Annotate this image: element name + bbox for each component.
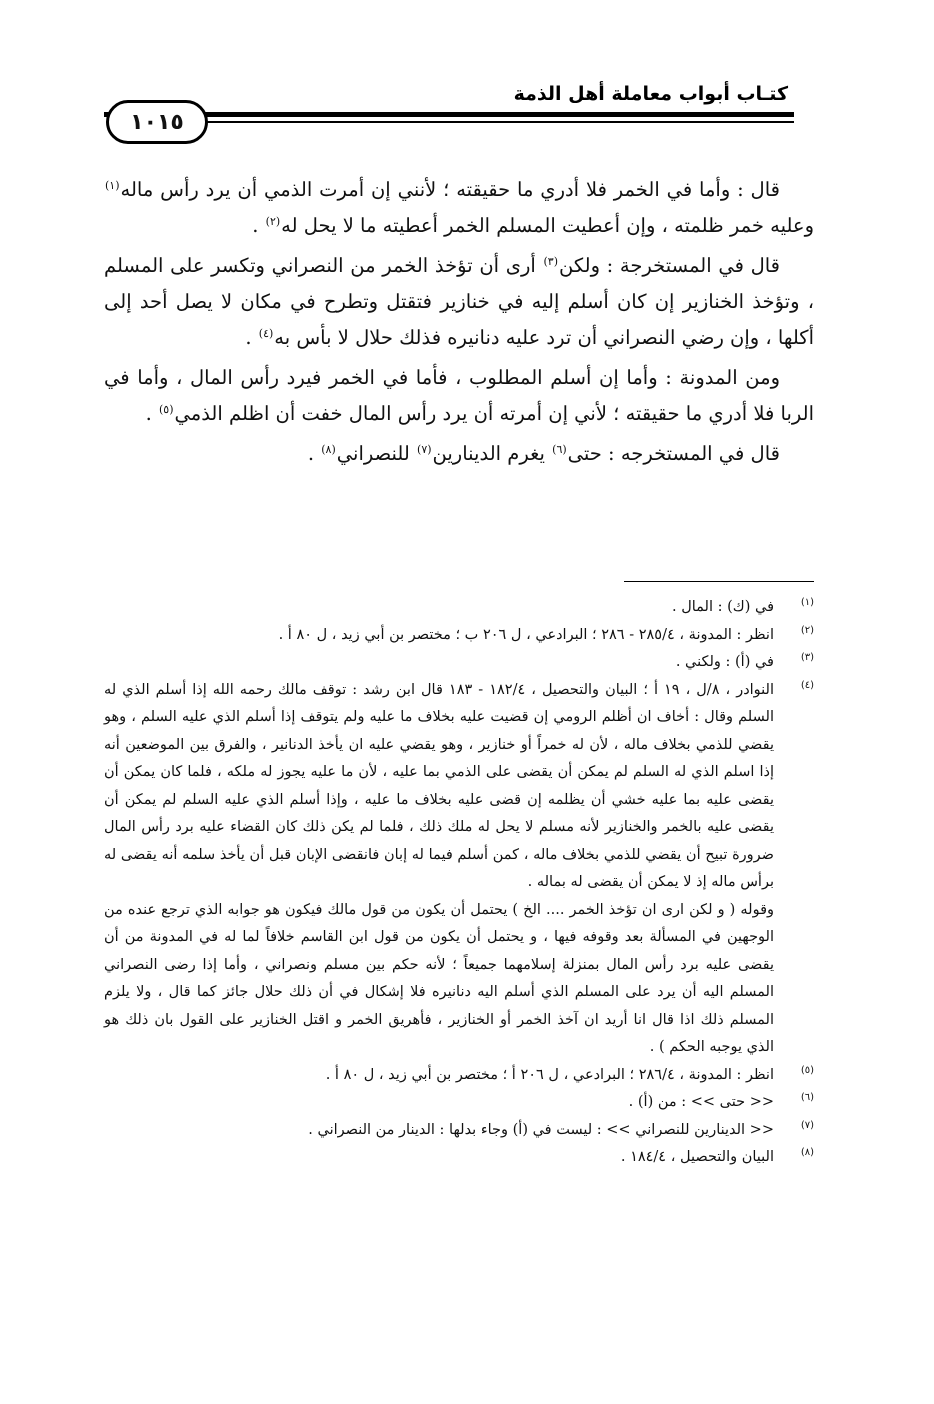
footnote — [104, 1062, 814, 1090]
main-paragraph: قال في المستخرجة : ولكن$^{(٣)}$ أرى أن تؤخذ الخمر من النصراني وتكسر على المسلم ، وتؤخذ الخنازير إن كان أسلم إليه في خنازير فتقتل وتطرح في مكان لا يصل أحد إلى أكلها ، وإن رضي النصراني أن ترد عليه دنانيره فذلك حلال لا بأس به$^{(٤)}$ . — [104, 254, 814, 349]
footnote-text: في (ك) : المال . — [672, 599, 774, 615]
footnote-number: (٧) — [800, 1119, 814, 1131]
main-paragraph: قال : وأما في الخمر فلا أدري ما حقيقته ؛ لأنني إن أمرت الذمي أن يرد رأس ماله$^{(١)}$ وعليه خمر ظلمته ، وإن أعطيت المسلم الخمر أعطيته ما لا يحل له$^{(٢)}$ . — [105, 178, 814, 237]
footnote-number: (٢) — [800, 624, 814, 636]
footnote-ref: (٦) — [552, 442, 567, 456]
footnote-ref: (٨) — [321, 442, 336, 456]
main-text — [104, 172, 814, 472]
footnotes — [104, 594, 814, 1172]
footnote — [104, 1117, 814, 1145]
footnote — [104, 677, 814, 1062]
footnote — [104, 1144, 814, 1172]
main-paragraph: ومن المدونة : وأما إن أسلم المطلوب ، فأما في الخمر فيرد رأس المال ، وأما في الربا فلا أدري ما حقيقته ؛ لأني إن أمرته أن يرد رأس المال خفت أن اظلم الذمي$^{(٥)}$ . — [104, 366, 814, 425]
footnote — [104, 622, 814, 650]
footnote-number: (٦) — [800, 1092, 814, 1103]
book-title: كتـاب أبواب معاملة أهل الذمة — [513, 83, 788, 105]
footnote-text: النوادر ، ٨/ل ، ١٩ أ ؛ البيان والتحصيل ، ١٨٢/٤ - ١٨٣ قال ابن رشد : توقف مالك رحمه الله إذا أسلم الذي له السلم وقال : أخاف ان أظلم الرومي إن قضيت عليه بخلاف ما عليه ولم يتوقف إذا أسلم الذي عليه السلم ، وهو يقضي للذمي بخلاف ماله ، لأن له خمراً أو خنازير ، وهو يقضي عليه ان يأخذ الدنانير ، والفرق بين الموضعين أنه إذا اسلم الذي له السلم لم يمكن أن يقضى على الذمي بما عليه ، لأن ما عليه يجوز له ملكه ، فلما كان يمكن أن يقضى عليه بما عليه خشي أن يظلمه إن قضى عليه بخلاف ما عليه ، وإذا أسلم الذي عليه السلم لم يمكن أن يقضى عليه بالخمر والخنازير لأنه مسلم لا يحل له ملك ذلك ، فلما لم يكن ذلك كان القضاء عليه برد رأس المال ضرورة تبيح أن يقضي للذمي بخلاف ماله ، كمن أسلم فيما له إبان فانقضى الإبان قبل أن يأخذ سلمه أنه يقضى له برأس ماله إذ لا يمكن أن يقضى له بماله . — [104, 681, 774, 890]
footnote-ref: (٢) — [265, 214, 281, 228]
footnote-text: انظر : المدونة ، ٢٨٦/٤ ؛ البرادعي ، ل ٢٠٦ أ ؛ مختصر بن أبي زيد ، ل ٨٠ أ . — [325, 1066, 774, 1083]
footnote-text: << الدينارين للنصراني >> : ليست في (أ) وجاء بدلها : الدينار من النصراني . — [308, 1121, 774, 1138]
header-rule-thin — [196, 121, 794, 123]
footnote-number: (٤) — [800, 679, 814, 691]
footnote-number: (٣) — [800, 652, 814, 663]
footnote-separator — [624, 581, 814, 582]
footnote — [104, 594, 814, 622]
footnote-number: (٥) — [800, 1064, 814, 1076]
footnote-text: في (أ) : ولكني . — [675, 654, 774, 670]
footnote — [104, 649, 814, 677]
footnote-text: وقوله ( و لكن ارى ان تؤخذ الخمر .... الخ ) يحتمل أن يكون من قول مالك فيكون هو جوابه الذي ترجع عنده من الوجهين في المسألة بعد وقوفه فيها ، و يحتمل أن يكون من قول ابن القاسم خلافاً لما له في المدونة من أن يقضى عليه برد رأس المال بمنزلة إسلامهما جميعاً ؛ لأنه حكم بين مسلم ونصراني ، وأما إذا رضى النصراني المسلم اليه أن يرد على المسلم الذي أسلم اليه دنانيره فلا إشكال في أن ذلك حلال جائز كما قال ، ولا يلزم المسلم ذلك اذا قال انا أريد ان آخذ الخمر أو الخنازير ، فأهريق الخمر و اقتل الخنازير على القول بان ذلك هو الذي يوجبه الحكم ) . — [104, 901, 774, 1055]
main-paragraph: قال في المستخرجه : حتى$^{(٦)}$ يغرم الدينارين$^{(٧)}$ للنصراني$^{(٨)}$ . — [307, 442, 780, 465]
page-number: ١٠١٥ — [106, 100, 208, 144]
footnote-number: (١) — [800, 597, 814, 608]
header-rule — [104, 112, 794, 117]
footnote-text: البيان والتحصيل ، ١٨٤/٤ . — [620, 1149, 774, 1165]
footnote-ref: (٥) — [158, 402, 174, 416]
footnote-ref: (٤) — [258, 326, 274, 340]
footnote-number: (٨) — [800, 1147, 814, 1158]
footnote-text: << حتى >> : من (أ) . — [628, 1094, 774, 1110]
footnote-ref: (٣) — [543, 254, 559, 268]
footnote — [104, 1089, 814, 1117]
footnote-ref: (١) — [105, 178, 120, 192]
footnote-text: انظر : المدونة ، ٢٨٥/٤ - ٢٨٦ ؛ البرادعي ، ل ٢٠٦ ب ؛ مختصر بن أبي زيد ، ل ٨٠ أ . — [278, 626, 774, 643]
footnote-ref: (٧) — [417, 442, 432, 456]
